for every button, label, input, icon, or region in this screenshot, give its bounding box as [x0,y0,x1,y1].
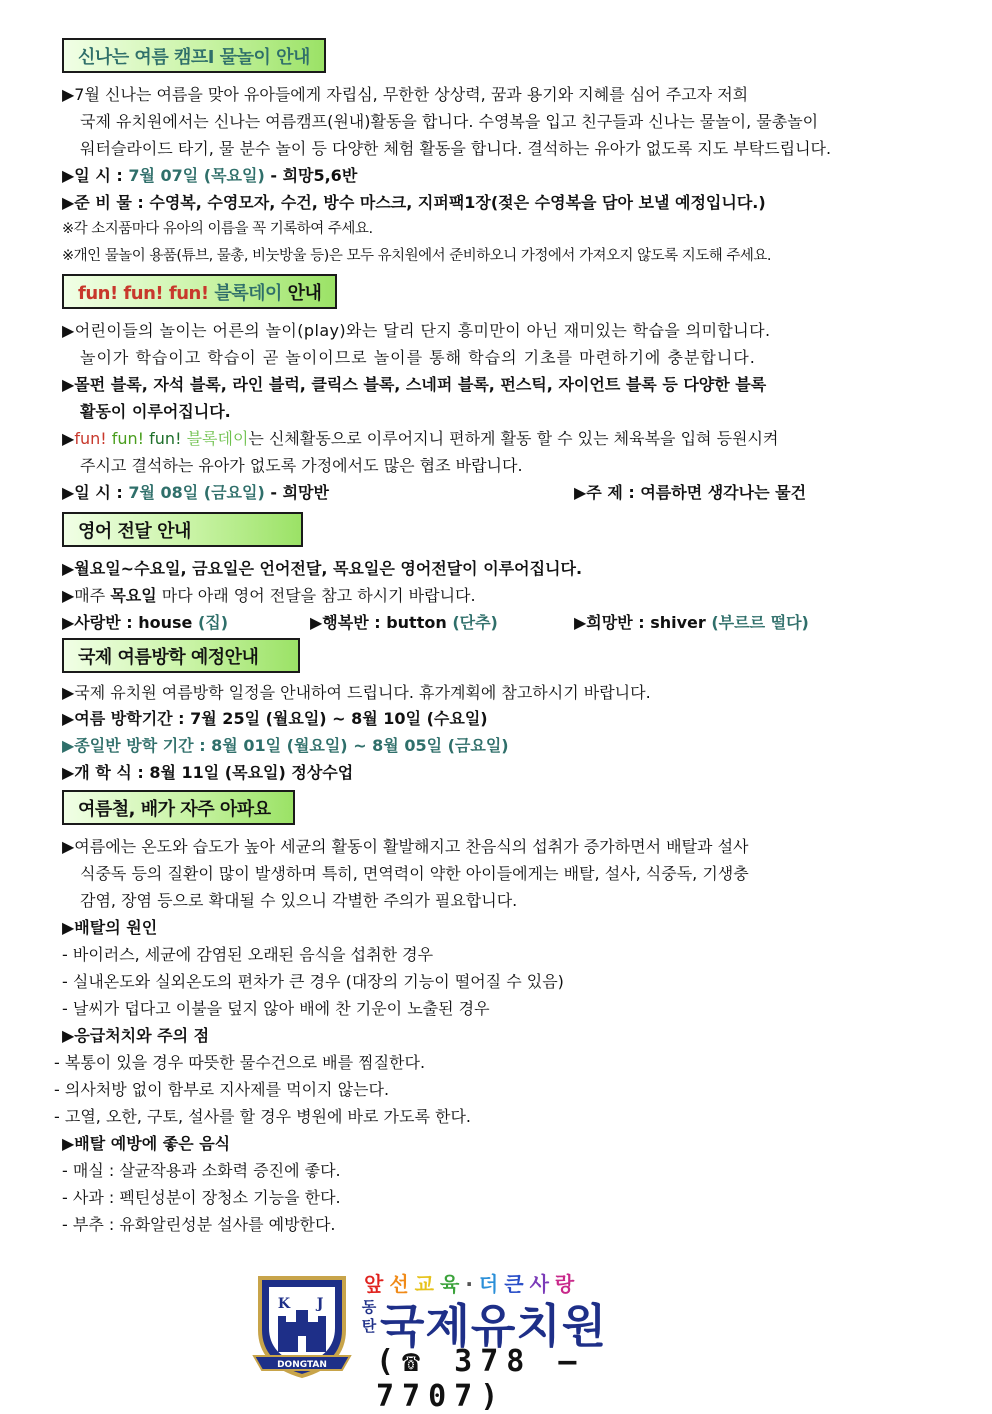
english-word-huimang: ▶희망반 : shiver (부르르 떨다) [574,613,809,632]
footer-small-label: 동 탄 [361,1298,377,1335]
first-aid-heading: ▶응급처치와 주의 점 [62,1026,210,1045]
block-paragraph-line-5: ▶fun! fun! fun! 블록데이는 신체활동으로 이루어지니 편하게 활동 할 수 있는 체육복을 입혀 등원시켜 [62,429,779,448]
camp-note-1: ※각 소지품마다 유아의 이름을 꼭 기록하여 주세요. [62,221,373,237]
stomach-paragraph-line-1: ▶여름에는 온도와 습도가 높아 세균의 활동이 활발해지고 찬음식의 섭취가 증가하면서 배탈과 설사 [62,837,749,856]
kindergarten-phone: (☎ 378 – 7707) [376,1344,585,1414]
block-paragraph-line-6: 주시고 결석하는 유아가 없도록 가정에서도 많은 협조 바랍니다. [80,456,523,475]
camp-note-2: ※개인 물놀이 용품(튜브, 물총, 비눗방울 등)은 모두 유치원에서 준비하오니 가정에서 가져오지 않도록 지도해 주세요. [62,248,772,264]
camp-paragraph-line-3: 워터슬라이드 타기, 물 분수 놀이 등 다양한 체험 활동을 합니다. 결석하는 유아가 없도록 지도 부탁드립니다. [80,139,832,158]
kindergarten-footer [250,1268,710,1414]
camp-date-line: ▶일 시 : 7월 07일 (목요일) - 희망5,6반 [62,166,358,185]
slogan-char: 선 [389,1272,415,1296]
block-theme: ▶주 제 : 여름하면 생각나는 물건 [574,483,807,502]
newsletter-page [54,38,932,1238]
section-title-stomach-ache: 여름철, 배가 자주 아파요 [62,790,295,825]
vacation-period: ▶여름 방학기간 : 7월 25일 (월요일) ~ 8월 10일 (수요일) [62,709,488,728]
logo-banner: DONGTAN [277,1360,327,1370]
camp-paragraph-line-1: ▶7월 신나는 여름을 맞아 유아들에게 자립심, 무한한 상상력, 꿈과 용기와 지혜를 심어 주고자 저희 [62,85,749,104]
slogan-char: 앞 [364,1272,390,1296]
slogan-char: 랑 [554,1272,581,1296]
slogan-char: 육 [439,1272,466,1296]
cause-item-3: - 날씨가 덥다고 이불을 덮지 않아 배에 찬 기운이 노출된 경우 [62,999,490,1018]
block-paragraph-line-1: ▶어린이들의 놀이는 어른의 놀이(play)와는 달리 단지 흥미만이 아닌 재미있는 학습을 의미합니다. [62,321,771,340]
block-paragraph-line-3: ▶몰펀 블록, 자석 블록, 라인 블럭, 클릭스 블록, 스네퍼 블록, 펀스틱, 자이언트 블록 등 다양한 블록 [62,375,767,394]
english-word-sarang: ▶사랑반 : house (집) [62,613,229,632]
slogan-char: 더 [478,1272,505,1296]
vacation-reopening: ▶개 학 식 : 8월 11일 (목요일) 정상수업 [62,763,354,782]
vacation-allday-period: ▶종일반 방학 기간 : 8월 01일 (월요일) ~ 8월 05일 (금요일) [62,736,509,755]
slogan-char: · [465,1272,479,1296]
slogan-char: 사 [529,1272,555,1296]
block-paragraph-line-4: 활동이 이루어집니다. [80,402,231,421]
logo-letter-k: K [277,1296,291,1312]
slogan-char: 큰 [504,1272,530,1296]
stomach-paragraph-line-3: 감염, 장염 등으로 확대될 수 있으니 각별한 주의가 필요합니다. [80,891,518,910]
block-paragraph-line-2: 놀이가 학습이고 학습이 곧 놀이이므로 놀이를 통해 학습의 기초를 마련하기에 충분합니다. [80,348,756,367]
camp-paragraph-line-2: 국제 유치원에서는 신나는 여름캠프(원내)활동을 합니다. 수영복을 입고 친구들과 신나는 물놀이, 물총놀이 [80,112,819,131]
section-title-block-day: fun! fun! fun! 블록데이 안내 [62,274,337,309]
first-aid-item-3: - 고열, 오한, 구토, 설사를 할 경우 병원에 바로 가도록 한다. [54,1107,472,1126]
cause-item-1: - 바이러스, 세균에 감염된 오래된 음식을 섭취한 경우 [62,945,434,964]
english-info-line-1: ▶월요일~수요일, 금요일은 언어전달, 목요일은 영어전달이 이루어집니다. [62,559,583,578]
food-item-2: - 사과 : 펙틴성분이 장청소 기능을 한다. [62,1188,341,1207]
causes-heading: ▶배탈의 원인 [62,918,158,937]
first-aid-item-1: - 복통이 있을 경우 따뜻한 물수건으로 배를 찜질한다. [54,1053,426,1072]
kindergarten-name: 국제유치원 [380,1299,608,1353]
camp-supplies-line: ▶준 비 물 : 수영복, 수영모자, 수건, 방수 마스크, 지퍼팩1장(젖은 수영복을 담아 보낼 예정입니다.) [62,193,766,212]
good-foods-heading: ▶배탈 예방에 좋은 음식 [62,1134,231,1153]
block-date-theme-line: ▶일 시 : 7월 08일 (금요일) - 희망반 ▶주 제 : 여름하면 생각나는 물건 [62,479,932,506]
english-info-line-2: ▶매주 목요일 마다 아래 영어 전달을 참고 하시기 바랍니다. [62,586,476,605]
vacation-intro: ▶국제 유치원 여름방학 일정을 안내하여 드립니다. 휴가계획에 참고하시기 바랍니다. [62,683,651,702]
slogan-char: 교 [414,1272,440,1296]
food-item-3: - 부추 : 유화알린성분 설사를 예방한다. [62,1215,336,1234]
english-class-words [62,609,932,636]
cause-item-2: - 실내온도와 실외온도의 편차가 큰 경우 (대장의 기능이 떨어질 수 있음) [62,972,564,991]
kindergarten-logo [250,1272,354,1380]
first-aid-item-2: - 의사처방 없이 함부로 지사제를 먹이지 않는다. [54,1080,390,1099]
section-title-english: 영어 전달 안내 [62,512,303,547]
food-item-1: - 매실 : 살균작용과 소화력 증진에 좋다. [62,1161,341,1180]
english-word-haengbok: ▶행복반 : button (단추) [310,613,498,632]
stomach-paragraph-line-2: 식중독 등의 질환이 많이 발생하며 특히, 면역력이 약한 아이들에게는 배탈, 설사, 식중독, 기생충 [80,864,749,883]
section-title-vacation: 국제 여름방학 예정안내 [62,638,300,673]
section-title-summer-camp: 신나는 여름 캠프Ⅰ 물놀이 안내 [62,38,326,73]
logo-letter-j: J [316,1296,324,1312]
